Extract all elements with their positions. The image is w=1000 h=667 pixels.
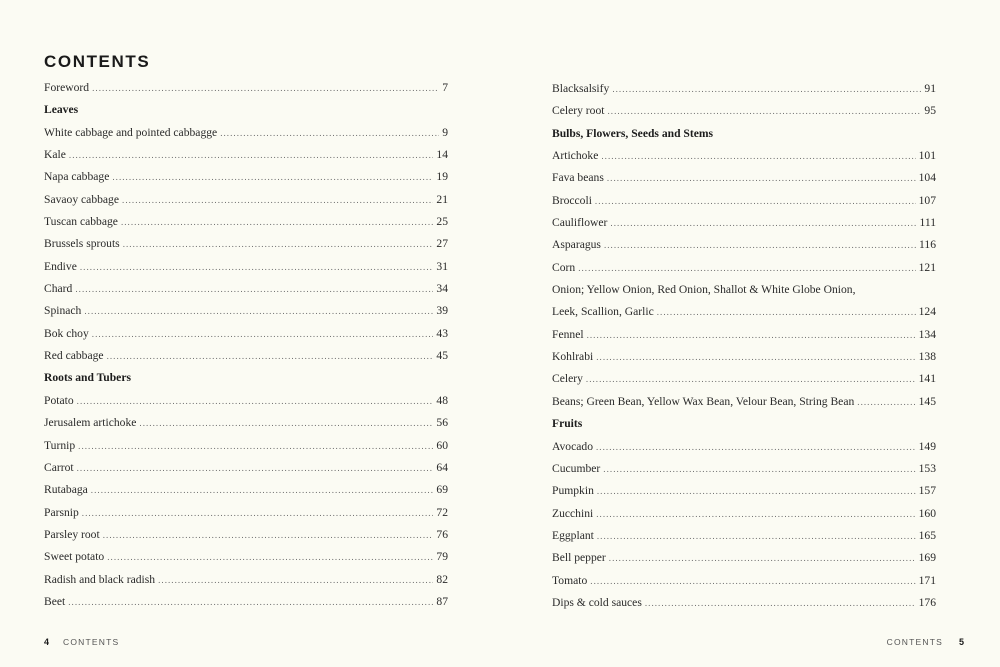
page-footer-right (887, 637, 964, 647)
entry-page-number: 45 (436, 349, 448, 363)
entry-page-number: 82 (436, 572, 448, 586)
page-number: 5 (958, 637, 964, 647)
toc-entry[interactable] (552, 167, 936, 189)
entry-page-number: 169 (918, 551, 936, 565)
toc-entry[interactable] (552, 301, 936, 323)
dot-leader (604, 234, 916, 256)
entry-title: Beet (44, 594, 66, 608)
dot-leader (68, 591, 433, 613)
toc-entry[interactable] (44, 122, 448, 144)
entry-page-number: 104 (918, 171, 936, 185)
dot-leader (607, 167, 916, 189)
entry-title: Rutabaga (44, 483, 88, 497)
toc-entry[interactable] (552, 592, 936, 614)
toc-entry[interactable] (552, 480, 936, 502)
entry-title: Celery (552, 372, 583, 386)
toc-entry[interactable] (552, 346, 936, 368)
entry-page-number: 7 (442, 81, 448, 94)
dot-leader (603, 458, 915, 480)
entry-title: Parsnip (44, 505, 79, 519)
entry-title: Cucumber (552, 461, 601, 475)
entry-page-number: 72 (436, 505, 448, 519)
dot-leader (158, 569, 433, 591)
entry-page-number: 171 (918, 573, 936, 587)
toc-list-right (552, 78, 936, 614)
toc-entry[interactable] (552, 525, 936, 547)
toc-entry[interactable] (552, 100, 936, 122)
entry-title: Jerusalem artichoke (44, 416, 137, 430)
entry-page-number: 124 (918, 305, 936, 319)
dot-leader (596, 346, 915, 368)
dot-leader (586, 368, 916, 390)
running-header: CONTENTS (63, 637, 120, 647)
page-footer-left (44, 637, 119, 647)
entry-title: Napa cabbage (44, 170, 110, 184)
entry-page-number: 134 (918, 327, 936, 341)
entry-page-number: 165 (918, 528, 936, 542)
dot-leader (107, 546, 433, 568)
toc-entry[interactable] (552, 547, 936, 569)
toc-entry[interactable] (552, 257, 936, 279)
entry-title: Artichoke (552, 149, 599, 163)
entry-title: Bell pepper (552, 551, 606, 565)
entry-page-number: 64 (436, 460, 448, 474)
toc-entry[interactable] (44, 390, 448, 412)
dot-leader (75, 278, 433, 300)
entry-title: Celery root (552, 104, 605, 118)
entry-title: Dips & cold sauces (552, 595, 642, 609)
dot-leader (69, 144, 434, 166)
section-title: Leaves (44, 103, 79, 117)
entry-title: Endive (44, 259, 77, 273)
entry-page-number: 138 (918, 350, 936, 364)
dot-leader (92, 77, 439, 99)
entry-title: Radish and black radish (44, 572, 156, 586)
dot-leader (657, 301, 916, 323)
entry-title: Corn (552, 260, 576, 274)
entry-page-number: 69 (436, 483, 448, 497)
entry-page-number: 31 (436, 259, 448, 273)
toc-entry[interactable] (44, 144, 448, 166)
entry-title: Asparagus (552, 238, 601, 252)
right-page (552, 0, 964, 667)
toc-section-heading (552, 123, 936, 145)
dot-leader (121, 211, 433, 233)
toc-list-left (44, 77, 448, 613)
toc-entry[interactable] (552, 324, 936, 346)
toc-entry[interactable] (552, 391, 936, 413)
entry-title: Avocado (552, 439, 593, 453)
toc-entry[interactable] (44, 300, 448, 322)
toc-entry[interactable] (552, 145, 936, 167)
toc-entry[interactable] (44, 479, 448, 501)
entry-page-number: 25 (436, 215, 448, 229)
section-title: Fruits (552, 417, 583, 431)
entry-title: Spinach (44, 304, 82, 318)
entry-page-number: 56 (436, 416, 448, 430)
entry-title: Sweet potato (44, 550, 105, 564)
entry-page-number: 116 (919, 238, 936, 252)
toc-entry[interactable] (552, 234, 936, 256)
running-header: CONTENTS (886, 637, 943, 647)
entry-page-number: 95 (924, 104, 936, 118)
dot-leader (610, 212, 916, 234)
dot-leader (601, 145, 915, 167)
entry-title: Chard (44, 282, 73, 296)
dot-leader (587, 324, 916, 346)
toc-section-heading (44, 99, 448, 121)
toc-entry[interactable] (552, 570, 936, 592)
section-title: Bulbs, Flowers, Seeds and Stems (552, 126, 714, 140)
entry-page-number: 19 (436, 170, 448, 184)
entry-title: Turnip (44, 438, 76, 452)
page-title: CONTENTS (44, 52, 151, 71)
entry-title: Brussels sprouts (44, 237, 120, 251)
dot-leader (92, 323, 434, 345)
dot-leader (78, 435, 433, 457)
toc-section-heading (44, 367, 448, 389)
toc-entry[interactable] (44, 524, 448, 546)
entry-title: Blacksalsify (552, 82, 610, 95)
toc-entry[interactable] (44, 189, 448, 211)
dot-leader (103, 524, 434, 546)
entry-page-number: 9 (442, 125, 448, 139)
dot-leader (609, 547, 916, 569)
entry-page-number: 157 (918, 484, 936, 498)
entry-title: Red cabbage (44, 349, 104, 363)
toc-entry-continued (552, 279, 936, 301)
entry-title: Pumpkin (552, 484, 594, 498)
entry-title: Foreword (44, 81, 90, 94)
entry-page-number: 149 (918, 439, 936, 453)
entry-title: Tuscan cabbage (44, 215, 118, 229)
dot-leader (645, 592, 916, 614)
dot-leader (123, 233, 434, 255)
entry-title: Broccoli (552, 193, 592, 207)
entry-title: Zucchini (552, 506, 594, 520)
dot-leader (612, 78, 921, 100)
toc-entry[interactable] (44, 435, 448, 457)
entry-page-number: 43 (436, 326, 448, 340)
entry-title: Savaoy cabbage (44, 192, 120, 206)
page-number: 4 (44, 637, 50, 647)
entry-page-number: 76 (436, 527, 448, 541)
toc-entry[interactable] (44, 457, 448, 479)
entry-title: Parsley root (44, 527, 100, 541)
toc-entry[interactable] (44, 77, 448, 99)
entry-page-number: 34 (436, 282, 448, 296)
toc-entry[interactable] (552, 190, 936, 212)
entry-title: Potato (44, 393, 74, 407)
dot-leader (607, 100, 921, 122)
entry-page-number: 91 (924, 82, 936, 95)
toc-entry[interactable] (44, 546, 448, 568)
dot-leader (112, 166, 433, 188)
entry-title: Onion; Yellow Onion, Red Onion, Shallot & White Globe Onion, (552, 283, 856, 297)
toc-entry[interactable] (552, 368, 936, 390)
entry-title: Fennel (552, 327, 584, 341)
toc-entry[interactable] (552, 458, 936, 480)
entry-page-number: 145 (918, 394, 936, 408)
section-title: Roots and Tubers (44, 371, 131, 385)
dot-leader (220, 122, 439, 144)
entry-title: Bok choy (44, 326, 89, 340)
left-page (44, 0, 448, 667)
entry-page-number: 39 (436, 304, 448, 318)
entry-title: Cauliflower (552, 216, 608, 230)
entry-page-number: 60 (436, 438, 448, 452)
dot-leader (122, 189, 433, 211)
toc-entry[interactable] (44, 256, 448, 278)
toc-entry[interactable] (44, 278, 448, 300)
entry-page-number: 101 (918, 149, 936, 163)
entry-page-number: 87 (436, 594, 448, 608)
entry-title: Leek, Scallion, Garlic (552, 305, 654, 319)
dot-leader (84, 300, 433, 322)
toc-section-heading (552, 413, 936, 435)
dot-leader (77, 457, 434, 479)
entry-page-number: 160 (918, 506, 936, 520)
toc-entry[interactable] (44, 233, 448, 255)
toc-entry[interactable] (552, 436, 936, 458)
entry-page-number: 111 (919, 216, 936, 230)
toc-entry[interactable] (44, 166, 448, 188)
dot-leader (80, 256, 434, 278)
dot-leader (107, 345, 434, 367)
entry-page-number: 21 (436, 192, 448, 206)
entry-page-number: 107 (918, 193, 936, 207)
toc-entry[interactable] (44, 569, 448, 591)
dot-leader (91, 479, 434, 501)
dot-leader (596, 436, 916, 458)
entry-title: Eggplant (552, 528, 594, 542)
entry-page-number: 153 (918, 461, 936, 475)
entry-page-number: 79 (436, 550, 448, 564)
dot-leader (597, 480, 916, 502)
toc-entry[interactable] (44, 502, 448, 524)
entry-title: Kohlrabi (552, 350, 594, 364)
toc-entry[interactable] (552, 212, 936, 234)
toc-entry[interactable] (44, 323, 448, 345)
entry-title: Kale (44, 148, 66, 162)
entry-page-number: 141 (918, 372, 936, 386)
dot-leader (590, 570, 915, 592)
dot-leader (578, 257, 915, 279)
entry-page-number: 176 (918, 595, 936, 609)
toc-entry[interactable] (44, 345, 448, 367)
dot-leader (597, 525, 916, 547)
dot-leader (139, 412, 433, 434)
toc-entry[interactable] (44, 211, 448, 233)
dot-leader (596, 503, 915, 525)
dot-leader (82, 502, 434, 524)
entry-title: White cabbage and pointed cabbagge (44, 125, 218, 139)
entry-title: Beans; Green Bean, Yellow Wax Bean, Velour Bean, String Bean (552, 394, 855, 408)
toc-entry[interactable] (552, 503, 936, 525)
entry-title: Fava beans (552, 171, 604, 185)
toc-entry[interactable] (44, 591, 448, 613)
entry-title: Tomato (552, 573, 588, 587)
entry-page-number: 121 (918, 260, 936, 274)
toc-entry[interactable] (552, 78, 936, 100)
entry-page-number: 14 (436, 148, 448, 162)
toc-entry[interactable] (44, 412, 448, 434)
dot-leader (595, 190, 916, 212)
entry-page-number: 48 (436, 393, 448, 407)
entry-title: Carrot (44, 460, 74, 474)
dot-leader (77, 390, 434, 412)
entry-page-number: 27 (436, 237, 448, 251)
dot-leader (857, 391, 915, 413)
